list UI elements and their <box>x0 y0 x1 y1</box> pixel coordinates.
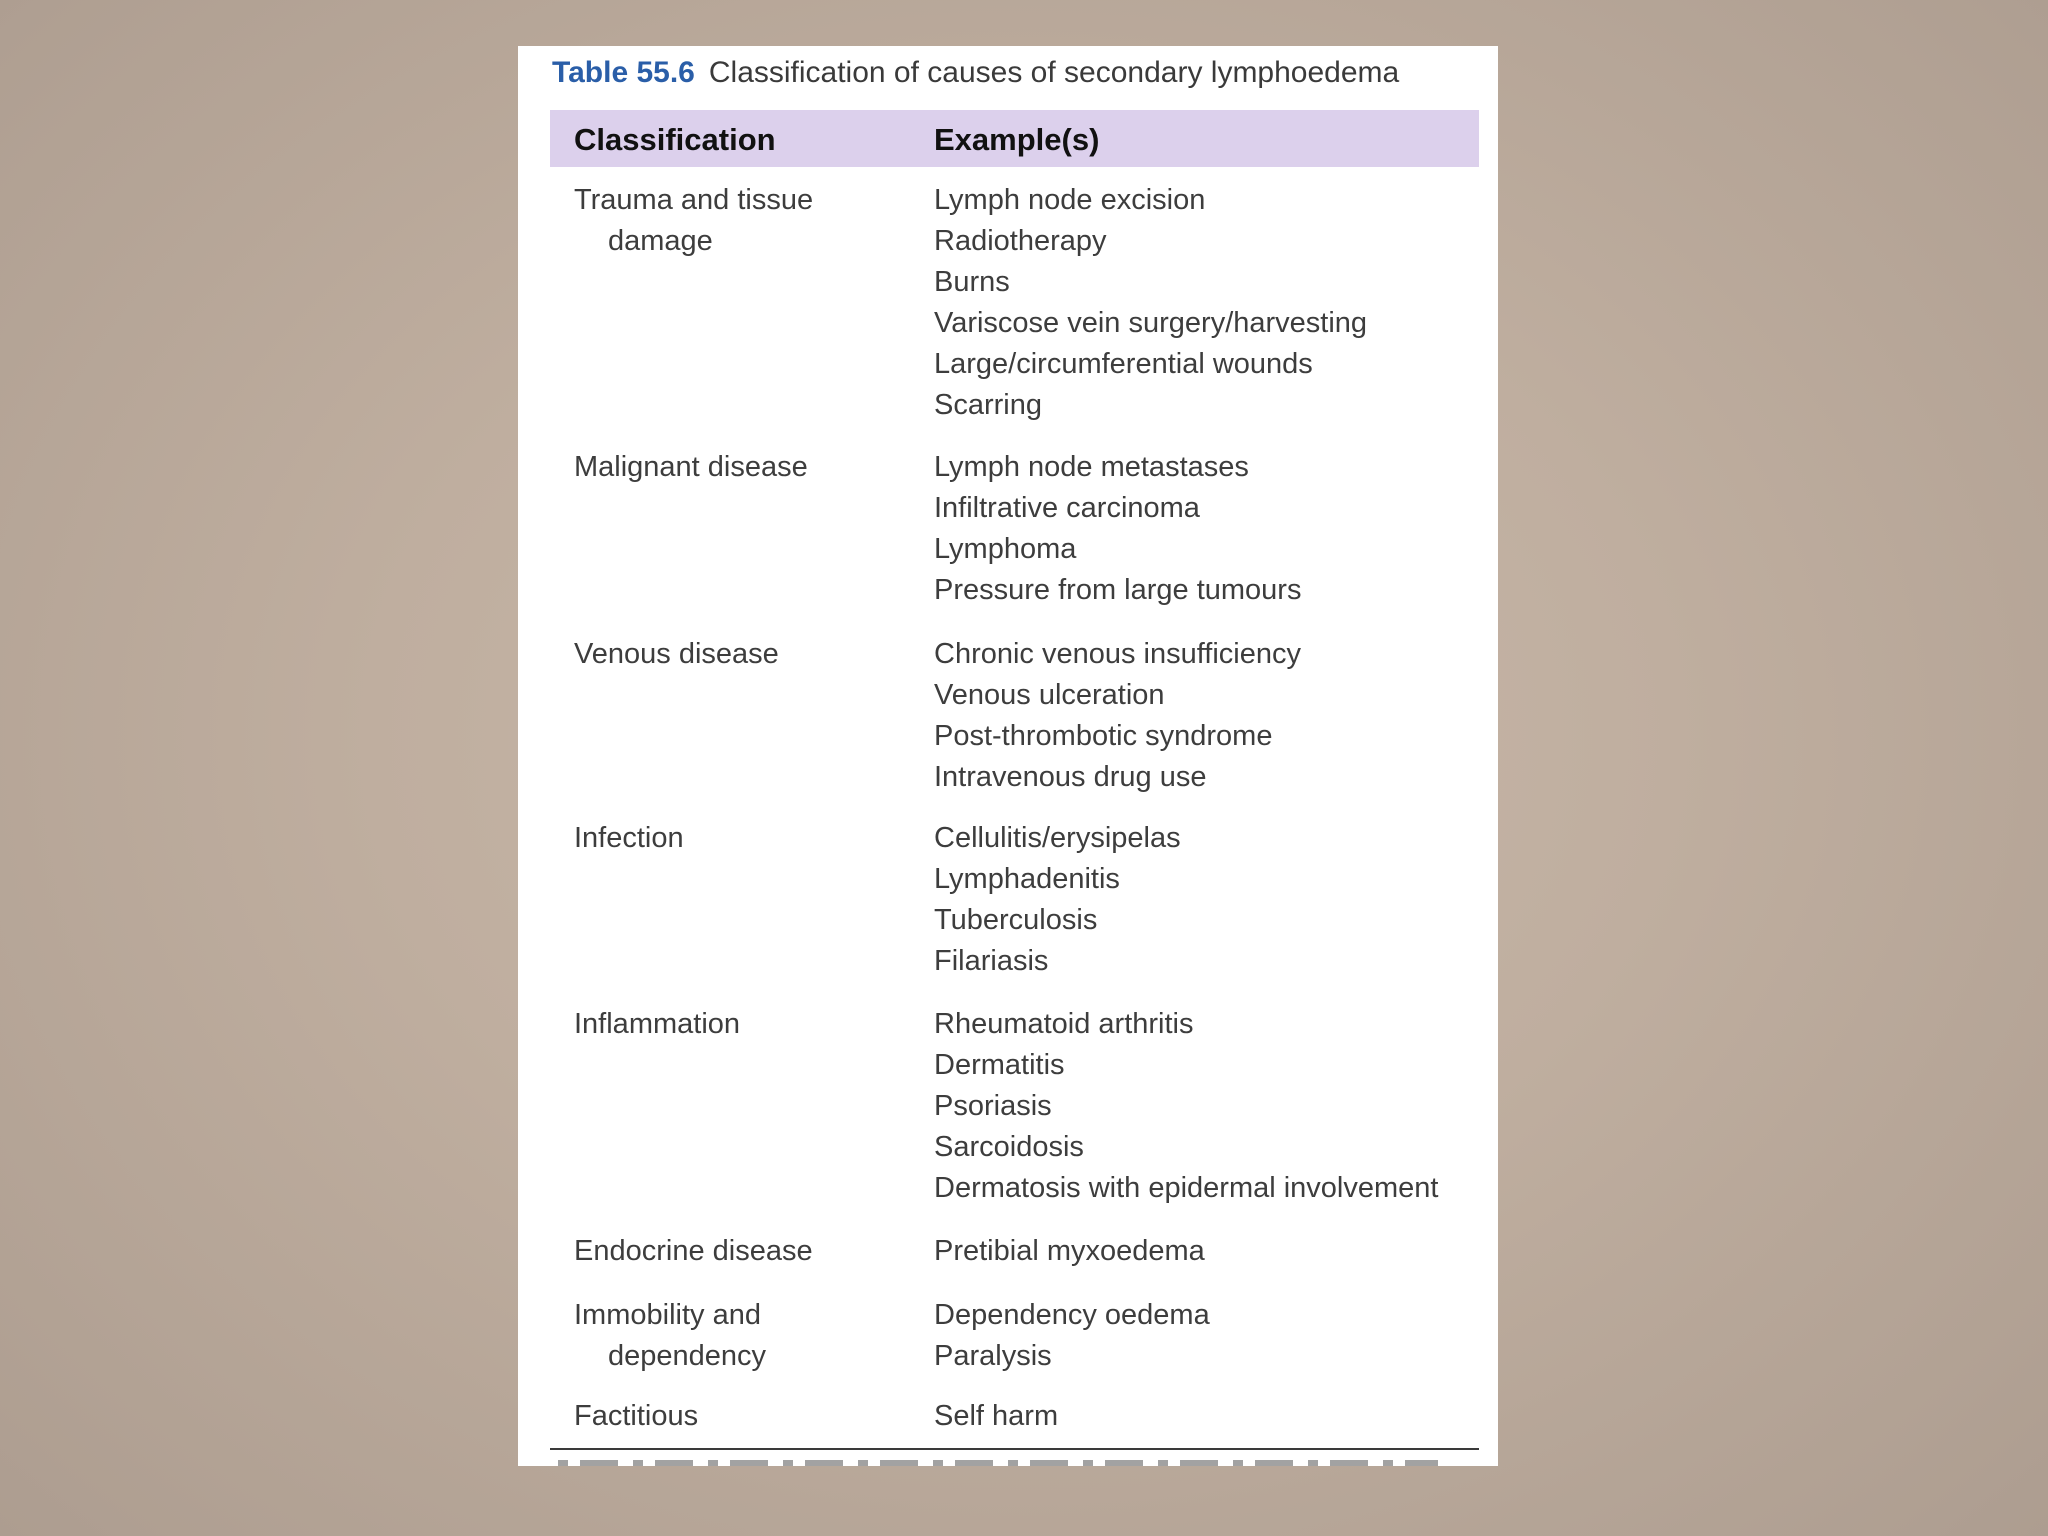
row-classification <box>574 180 904 262</box>
table-header-row <box>550 110 1479 167</box>
row-examples <box>934 180 1367 426</box>
row-examples <box>934 1004 1438 1209</box>
classification-line: Malignant disease <box>574 451 808 483</box>
row-classification <box>574 1295 904 1377</box>
classification-line: Factitious <box>574 1400 699 1432</box>
classification-line: Immobility and <box>574 1299 761 1331</box>
row-examples <box>934 1396 1058 1437</box>
table-bottom-rule <box>550 1448 1479 1450</box>
table-caption <box>552 56 1399 90</box>
example-item: Post-thrombotic syndrome <box>934 720 1273 752</box>
classification-line-continued: damage <box>608 225 713 257</box>
example-item: Sarcoidosis <box>934 1131 1084 1163</box>
example-item: Dependency oedema <box>934 1299 1210 1331</box>
example-item: Lymph node metastases <box>934 451 1249 483</box>
example-item: Infiltrative carcinoma <box>934 492 1200 524</box>
example-item: Cellulitis/erysipelas <box>934 822 1181 854</box>
row-classification <box>574 1396 904 1437</box>
example-item: Large/circumferential wounds <box>934 348 1313 380</box>
classification-line: Venous disease <box>574 638 779 670</box>
header-classification: Classification <box>574 122 776 157</box>
row-classification <box>574 1004 904 1045</box>
example-item: Dermatitis <box>934 1049 1065 1081</box>
example-item: Filariasis <box>934 945 1049 977</box>
row-examples <box>934 818 1181 982</box>
table-title: Classification of causes of secondary lymphoedema <box>708 56 1400 89</box>
example-item: Scarring <box>934 389 1042 421</box>
classification-line: Trauma and tissue <box>574 184 814 216</box>
row-classification <box>574 818 904 859</box>
row-classification <box>574 447 904 488</box>
table-number: Table 55.6 <box>552 56 695 89</box>
example-item: Dermatosis with epidermal involvement <box>934 1172 1439 1204</box>
example-item: Pressure from large tumours <box>934 574 1302 606</box>
row-classification <box>574 1231 904 1272</box>
header-examples: Example(s) <box>934 122 1100 157</box>
example-item: Venous ulceration <box>934 679 1165 711</box>
classification-line: Endocrine disease <box>574 1235 813 1267</box>
example-item: Pretibial myxoedema <box>934 1235 1205 1267</box>
example-item: Lymphadenitis <box>934 863 1120 895</box>
example-item: Rheumatoid arthritis <box>934 1008 1194 1040</box>
example-item: Variscose vein surgery/harvesting <box>934 307 1368 339</box>
classification-line: Inflammation <box>574 1008 741 1040</box>
example-item: Psoriasis <box>934 1090 1052 1122</box>
example-item: Tuberculosis <box>934 904 1098 936</box>
example-item: Self harm <box>934 1400 1059 1432</box>
classification-line: Infection <box>574 822 684 854</box>
row-examples <box>934 634 1301 798</box>
cropped-footnote <box>558 1460 1438 1466</box>
example-item: Lymph node excision <box>934 184 1206 216</box>
row-examples <box>934 1295 1210 1377</box>
example-item: Intravenous drug use <box>934 761 1207 793</box>
row-examples <box>934 447 1301 611</box>
classification-line-continued: dependency <box>608 1340 767 1372</box>
document-page <box>518 46 1498 1466</box>
example-item: Lymphoma <box>934 533 1077 565</box>
example-item: Radiotherapy <box>934 225 1107 257</box>
example-item: Burns <box>934 266 1010 298</box>
row-examples <box>934 1231 1205 1272</box>
example-item: Chronic venous insufficiency <box>934 638 1301 670</box>
example-item: Paralysis <box>934 1340 1052 1372</box>
row-classification <box>574 634 904 675</box>
